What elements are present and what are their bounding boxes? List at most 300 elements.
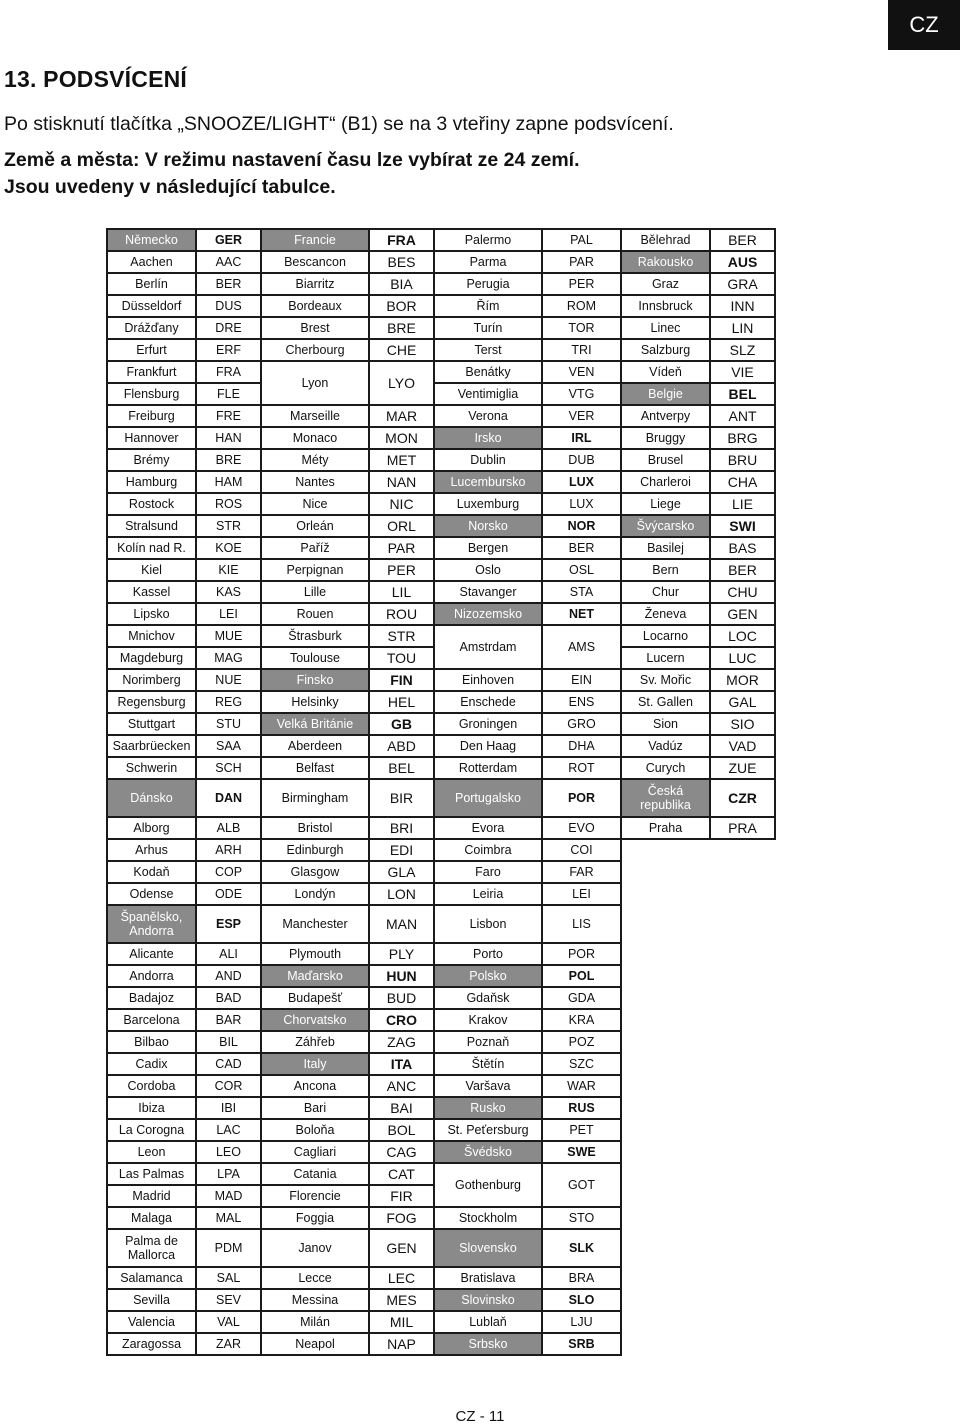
city-code-cell: COP [196,861,261,883]
city-name-cell: Arhus [107,839,196,861]
city-code-cell: HAN [196,427,261,449]
table-row [107,779,775,817]
empty-cell [621,965,775,987]
city-name-cell: Brémy [107,449,196,471]
city-code-cell: STU [196,713,261,735]
city-name-cell: Locarno [621,625,710,647]
city-code-cell: MAN [369,905,434,943]
city-name-cell: Bruggy [621,427,710,449]
city-code-cell: BAD [196,987,261,1009]
city-code-cell: INN [710,295,775,317]
city-name-cell: Stavanger [434,581,542,603]
table-row [107,1333,775,1355]
city-name-cell: Bern [621,559,710,581]
city-name-cell: Foggia [261,1207,369,1229]
table-row [107,559,775,581]
city-code-cell: VEN [542,361,621,383]
city-name-cell: Den Haag [434,735,542,757]
city-name-cell: Perpignan [261,559,369,581]
country-name-cell: Slovensko [434,1229,542,1267]
city-code-cell: BES [369,251,434,273]
countries-paragraph-line-2: Jsou uvedeny v následující tabulce. [4,176,336,198]
country-code-cell: IRL [542,427,621,449]
city-code-cell: LON [369,883,434,905]
country-code-cell: SRB [542,1333,621,1355]
city-name-cell: Gdaňsk [434,987,542,1009]
country-code-cell: SLO [542,1289,621,1311]
city-name-cell: Düsseldorf [107,295,196,317]
country-name-cell: Rakousko [621,251,710,273]
table-row [107,1141,775,1163]
city-name-cell: Stralsund [107,515,196,537]
city-code-cell: ANC [369,1075,434,1097]
table-row [107,273,775,295]
country-code-cell: CZR [710,779,775,817]
city-code-cell: VIE [710,361,775,383]
city-name-cell: Bescancon [261,251,369,273]
city-code-cell: COI [542,839,621,861]
city-name-cell: Vídeň [621,361,710,383]
city-name-cell: Charleroi [621,471,710,493]
city-name-cell: Cordoba [107,1075,196,1097]
table-row [107,713,775,735]
city-code-cell: STO [542,1207,621,1229]
city-name-cell: Madrid [107,1185,196,1207]
city-name-cell: Salamanca [107,1267,196,1289]
city-name-cell: Norimberg [107,669,196,691]
city-code-cell: AND [196,965,261,987]
city-code-cell: LIN [710,317,775,339]
city-name-cell: Zaragossa [107,1333,196,1355]
city-code-cell: KOE [196,537,261,559]
city-name-cell: St. Gallen [621,691,710,713]
city-code-cell: REG [196,691,261,713]
city-name-cell: Ženeva [621,603,710,625]
city-code-cell: NAN [369,471,434,493]
city-name-cell: Lecce [261,1267,369,1289]
city-code-cell: LAC [196,1119,261,1141]
city-code-cell: PAR [542,251,621,273]
city-name-cell: Magdeburg [107,647,196,669]
country-name-cell: Nizozemsko [434,603,542,625]
city-name-cell: Bordeaux [261,295,369,317]
city-name-cell: Orleán [261,515,369,537]
empty-cell [621,987,775,1009]
city-code-cell: LIE [710,493,775,515]
city-code-cell: TOR [542,317,621,339]
city-code-cell: BIL [196,1031,261,1053]
city-name-cell: Barcelona [107,1009,196,1031]
city-name-cell: Lipsko [107,603,196,625]
city-code-cell: PRA [710,817,775,839]
city-code-cell: AAC [196,251,261,273]
city-code-cell: VAL [196,1311,261,1333]
city-name-cell: Odense [107,883,196,905]
empty-cell [621,1119,775,1141]
city-code-cell: BAR [196,1009,261,1031]
table-row [107,1267,775,1289]
city-name-cell: Štrasburk [261,625,369,647]
city-name-cell: Porto [434,943,542,965]
city-name-cell: Sion [621,713,710,735]
city-code-cell: CHU [710,581,775,603]
city-name-cell: Bristol [261,817,369,839]
city-code-cell: ALI [196,943,261,965]
city-name-cell: Leon [107,1141,196,1163]
country-code-cell: ESP [196,905,261,943]
city-code-cell: POZ [542,1031,621,1053]
city-code-cell: PAR [369,537,434,559]
city-code-cell: BRU [710,449,775,471]
city-name-cell: Vadúz [621,735,710,757]
city-name-cell: Lucern [621,647,710,669]
country-name-cell: Maďarsko [261,965,369,987]
table-row [107,1289,775,1311]
table-row [107,471,775,493]
city-name-cell: Innsbruck [621,295,710,317]
country-code-cell: AUS [710,251,775,273]
city-name-cell: Rouen [261,603,369,625]
empty-cell [621,1009,775,1031]
country-code-cell: LUX [542,471,621,493]
city-name-cell: Schwerin [107,757,196,779]
city-code-cell: ERF [196,339,261,361]
city-code-cell: HAM [196,471,261,493]
city-name-cell: Groningen [434,713,542,735]
country-code-cell: GB [369,713,434,735]
countries-paragraph-line-1: Země a města: V režimu nastavení času lze vybírat ze 24 zemí. [4,149,580,171]
city-code-cell: COR [196,1075,261,1097]
city-name-cell: Drážďany [107,317,196,339]
city-code-cell: CAD [196,1053,261,1075]
backlight-paragraph: Po stisknutí tlačítka „SNOOZE/LIGHT“ (B1) se na 3 vteřiny zapne podsvícení. [4,113,674,135]
city-code-cell: MET [369,449,434,471]
city-code-cell: ORL [369,515,434,537]
country-code-cell: HUN [369,965,434,987]
city-code-cell: BER [542,537,621,559]
city-code-cell: MAG [196,647,261,669]
table-row [107,361,775,383]
country-city-table [106,228,776,1356]
city-code-cell: LEO [196,1141,261,1163]
city-name-cell: Dublin [434,449,542,471]
city-name-cell: Basilej [621,537,710,559]
city-name-cell: Bergen [434,537,542,559]
city-name-cell: Graz [621,273,710,295]
city-code-cell: LEI [196,603,261,625]
city-name-cell: Ibiza [107,1097,196,1119]
city-name-cell: Varšava [434,1075,542,1097]
city-name-cell: Paříž [261,537,369,559]
city-code-cell: PAL [542,229,621,251]
city-code-cell: NAP [369,1333,434,1355]
city-code-cell: IBI [196,1097,261,1119]
city-name-cell: Sevilla [107,1289,196,1311]
city-code-cell: LIS [542,905,621,943]
table-row [107,965,775,987]
city-code-cell: VER [542,405,621,427]
city-code-cell: KIE [196,559,261,581]
table-row [107,493,775,515]
country-name-cell: Slovinsko [434,1289,542,1311]
country-code-cell: SWI [710,515,775,537]
table-row [107,1163,775,1185]
city-code-cell: SEV [196,1289,261,1311]
country-name-cell: Lucembursko [434,471,542,493]
city-name-cell: Brusel [621,449,710,471]
city-name-cell: Řím [434,295,542,317]
table-row [107,861,775,883]
country-name-cell: Polsko [434,965,542,987]
city-name-cell: Salzburg [621,339,710,361]
city-code-cell: NUE [196,669,261,691]
city-name-cell: Edinburgh [261,839,369,861]
empty-cell [621,1163,775,1185]
city-code-cell: EDI [369,839,434,861]
city-name-cell: Budapešť [261,987,369,1009]
city-code-cell: STR [369,625,434,647]
city-code-cell: MON [369,427,434,449]
city-code-cell: VTG [542,383,621,405]
city-name-cell: Curych [621,757,710,779]
city-name-cell: Palma de Mallorca [107,1229,196,1267]
city-name-cell: Londýn [261,883,369,905]
city-code-cell: WAR [542,1075,621,1097]
page-language-tab: CZ [888,0,960,50]
city-name-cell: Aberdeen [261,735,369,757]
country-name-cell: Rusko [434,1097,542,1119]
section-heading: 13. PODSVÍCENÍ [4,66,188,92]
table-row [107,1207,775,1229]
table-row [107,603,775,625]
city-name-cell: Saarbrüecken [107,735,196,757]
city-code-cell: LUC [710,647,775,669]
city-code-cell: MOR [710,669,775,691]
country-name-cell: Italy [261,1053,369,1075]
city-name-cell: Bilbao [107,1031,196,1053]
city-name-cell: Monaco [261,427,369,449]
city-code-cell: SLZ [710,339,775,361]
city-name-cell: Las Palmas [107,1163,196,1185]
empty-cell [621,1053,775,1075]
city-name-cell: Einhoven [434,669,542,691]
city-name-cell: Milán [261,1311,369,1333]
city-name-cell: Linec [621,317,710,339]
city-name-cell: Ventimiglia [434,383,542,405]
city-name-cell: Liege [621,493,710,515]
city-name-cell: Stuttgart [107,713,196,735]
city-code-cell: BRA [542,1267,621,1289]
city-code-cell: CHE [369,339,434,361]
city-name-cell: Bari [261,1097,369,1119]
empty-cell [621,1289,775,1311]
city-name-cell: Kassel [107,581,196,603]
city-name-cell: St. Peťersburg [434,1119,542,1141]
country-code-cell: SLK [542,1229,621,1267]
city-name-cell: Cadix [107,1053,196,1075]
city-code-cell: EVO [542,817,621,839]
country-code-cell: SWE [542,1141,621,1163]
city-code-cell: ROM [542,295,621,317]
table-row [107,427,775,449]
city-code-cell: MAR [369,405,434,427]
city-name-cell: Praha [621,817,710,839]
country-name-cell: Srbsko [434,1333,542,1355]
city-name-cell: Luxemburg [434,493,542,515]
table-row [107,943,775,965]
city-name-cell: Belfast [261,757,369,779]
empty-cell [621,1141,775,1163]
city-name-cell: Sv. Mořic [621,669,710,691]
city-name-cell: Záhřeb [261,1031,369,1053]
table-row [107,735,775,757]
city-code-cell: ARH [196,839,261,861]
city-code-cell: SIO [710,713,775,735]
city-name-cell: Turín [434,317,542,339]
country-name-cell: Chorvatsko [261,1009,369,1031]
table-row [107,1075,775,1097]
empty-cell [621,1267,775,1289]
city-name-cell: Flensburg [107,383,196,405]
city-code-cell: MUE [196,625,261,647]
city-code-cell: MES [369,1289,434,1311]
table-row [107,1119,775,1141]
city-name-cell: Lille [261,581,369,603]
city-code-cell: CHA [710,471,775,493]
city-name-cell: Biarritz [261,273,369,295]
city-code-cell: GEN [710,603,775,625]
city-code-cell: CAG [369,1141,434,1163]
country-code-cell: NET [542,603,621,625]
city-code-cell: SCH [196,757,261,779]
empty-cell [621,943,775,965]
table-row [107,817,775,839]
city-name-cell: Lisbon [434,905,542,943]
city-name-cell: Evora [434,817,542,839]
city-name-cell: Kolín nad R. [107,537,196,559]
city-name-cell: Méty [261,449,369,471]
city-code-cell: GRA [710,273,775,295]
city-code-cell: LUX [542,493,621,515]
city-code-cell: LEI [542,883,621,905]
country-name-cell: Norsko [434,515,542,537]
city-code-cell: CAT [369,1163,434,1185]
city-code-cell: PDM [196,1229,261,1267]
city-code-cell: DUS [196,295,261,317]
city-name-cell: Andorra [107,965,196,987]
city-name-cell: Lublaň [434,1311,542,1333]
table-row [107,1311,775,1333]
city-name-cell: Enschede [434,691,542,713]
city-name-cell: Cherbourg [261,339,369,361]
city-code-cell: TOU [369,647,434,669]
table-row [107,691,775,713]
city-code-cell: VAD [710,735,775,757]
city-code-cell: POR [542,943,621,965]
table-row [107,1097,775,1119]
country-code-cell: RUS [542,1097,621,1119]
empty-cell [621,861,775,883]
empty-cell [621,1333,775,1355]
empty-cell [621,1311,775,1333]
city-code-cell: ANT [710,405,775,427]
city-code-cell: BER [710,229,775,251]
country-name-cell: Velká Británie [261,713,369,735]
city-name-cell: Rotterdam [434,757,542,779]
city-code-cell: LEC [369,1267,434,1289]
country-code-cell: CRO [369,1009,434,1031]
city-name-cell: Helsinky [261,691,369,713]
empty-cell [621,1031,775,1053]
table-row [107,883,775,905]
city-name-cell: Hamburg [107,471,196,493]
table-row [107,839,775,861]
city-name-cell: Antverpy [621,405,710,427]
city-name-cell: Messina [261,1289,369,1311]
city-code-cell: SZC [542,1053,621,1075]
empty-cell [621,905,775,943]
city-name-cell: Coimbra [434,839,542,861]
city-code-cell: FOG [369,1207,434,1229]
city-code-cell: STA [542,581,621,603]
city-code-cell: BOL [369,1119,434,1141]
table-row [107,537,775,559]
country-name-cell: Česká republika [621,779,710,817]
table-row [107,515,775,537]
city-code-cell: BUD [369,987,434,1009]
city-code-cell: SAA [196,735,261,757]
city-code-cell: BAI [369,1097,434,1119]
countries-paragraph [4,147,580,201]
country-name-cell: Portugalsko [434,779,542,817]
country-name-cell: Francie [261,229,369,251]
city-name-cell: Amstrdam [434,625,542,669]
country-name-cell: Finsko [261,669,369,691]
city-name-cell: Glasgow [261,861,369,883]
city-code-cell: BIR [369,779,434,817]
city-name-cell: Erfurt [107,339,196,361]
city-name-cell: Manchester [261,905,369,943]
city-name-cell: Badajoz [107,987,196,1009]
city-code-cell: STR [196,515,261,537]
city-name-cell: Lyon [261,361,369,405]
city-name-cell: Faro [434,861,542,883]
city-name-cell: Stockholm [434,1207,542,1229]
city-code-cell: OSL [542,559,621,581]
empty-cell [621,1207,775,1229]
table-row [107,251,775,273]
country-code-cell: FIN [369,669,434,691]
city-code-cell: MIL [369,1311,434,1333]
city-code-cell: GOT [542,1163,621,1207]
city-name-cell: Brest [261,317,369,339]
table-row [107,1229,775,1267]
city-name-cell: Nantes [261,471,369,493]
city-code-cell: SAL [196,1267,261,1289]
city-name-cell: Ancona [261,1075,369,1097]
city-name-cell: Plymouth [261,943,369,965]
country-name-cell: Švédsko [434,1141,542,1163]
city-code-cell: BER [196,273,261,295]
country-code-cell: GER [196,229,261,251]
city-name-cell: Benátky [434,361,542,383]
city-name-cell: Terst [434,339,542,361]
city-name-cell: Nice [261,493,369,515]
city-name-cell: Freiburg [107,405,196,427]
table-row [107,1031,775,1053]
city-name-cell: Rostock [107,493,196,515]
city-name-cell: Malaga [107,1207,196,1229]
